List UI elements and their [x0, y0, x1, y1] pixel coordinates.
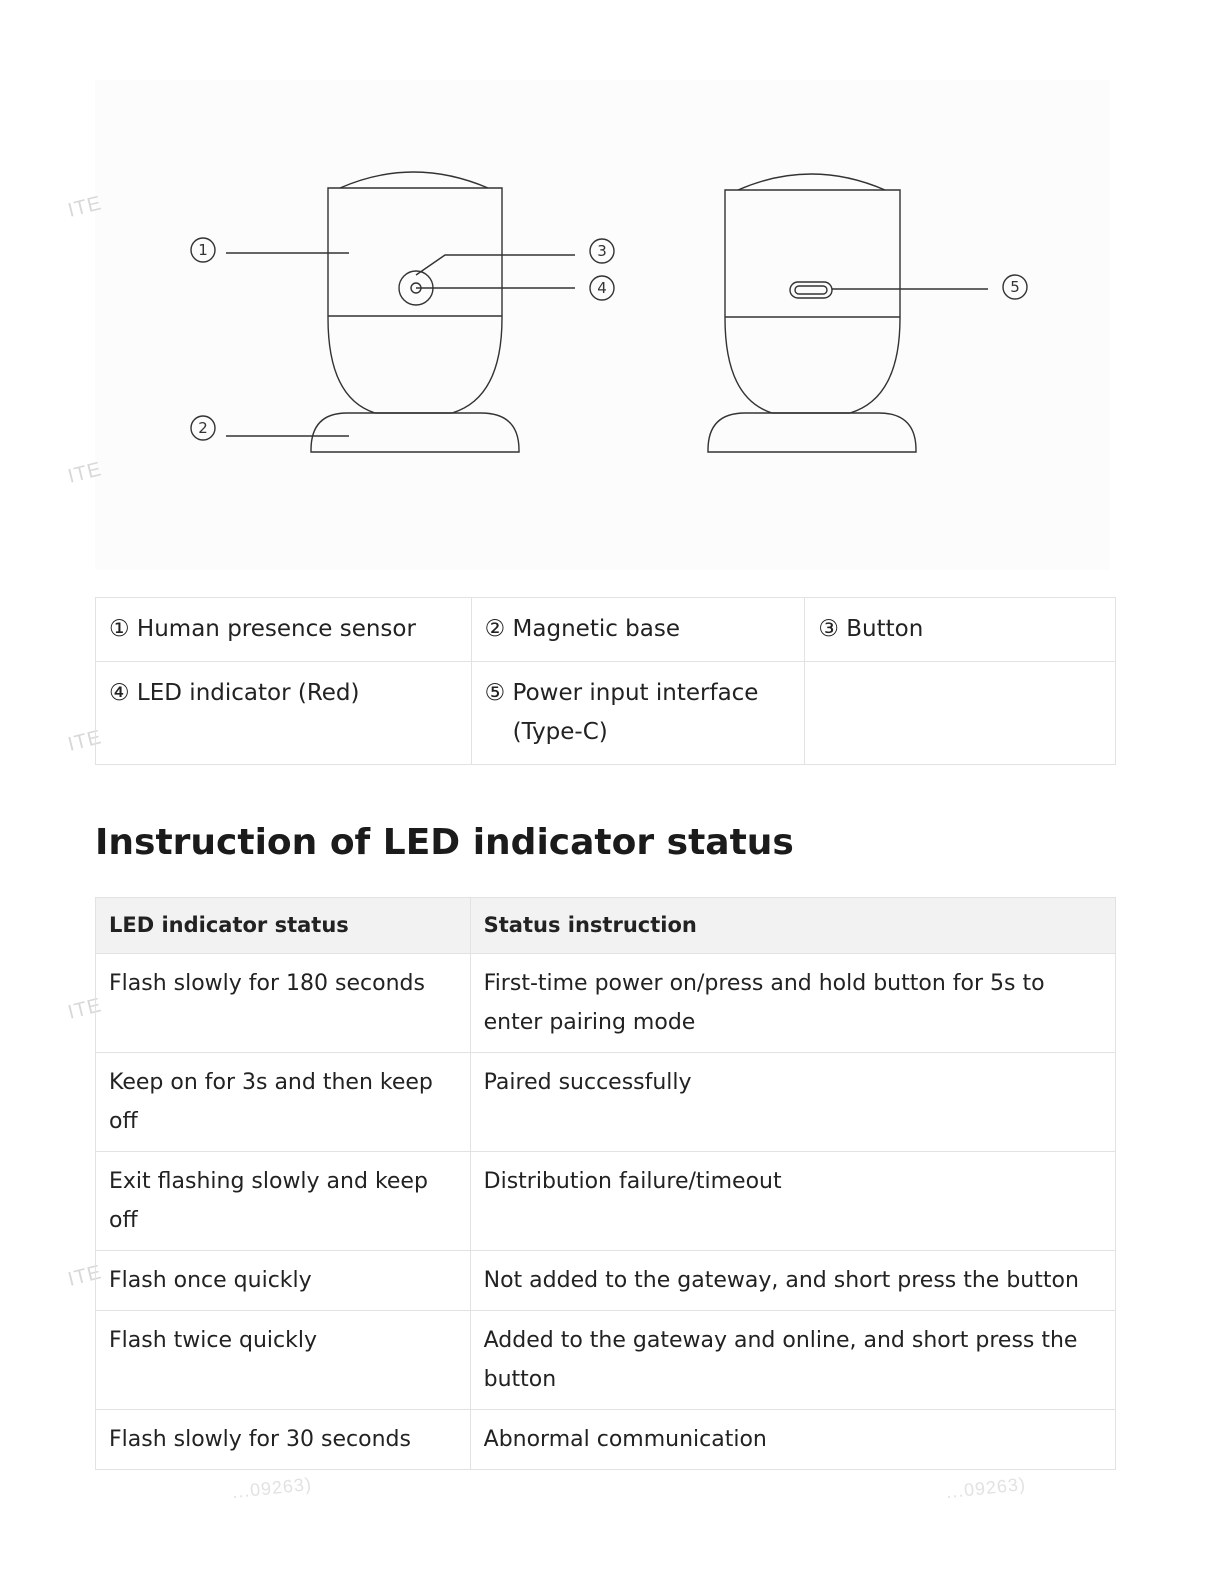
part-label: ④ LED indicator (Red) — [96, 662, 472, 765]
device-front-view — [226, 172, 575, 452]
table-row — [96, 1053, 1116, 1152]
table-row — [96, 1410, 1116, 1470]
table-row — [96, 954, 1116, 1053]
led-status: Keep on for 3s and then keep off — [96, 1053, 471, 1152]
led-status: Flash twice quickly — [96, 1311, 471, 1410]
column-header: LED indicator status — [96, 898, 471, 954]
part-label: ③ Button — [805, 598, 1116, 662]
sensor-illustration — [95, 80, 1110, 570]
section-title: Instruction of LED indicator status — [95, 822, 794, 863]
watermark: ITE — [65, 192, 105, 222]
table-row — [96, 1251, 1116, 1311]
led-status: Flash slowly for 30 seconds — [96, 1410, 471, 1470]
led-status: Flash slowly for 180 seconds — [96, 954, 471, 1053]
status-instruction: Paired successfully — [470, 1053, 1115, 1152]
part-label: ① Human presence sensor — [96, 598, 472, 662]
status-instruction: Distribution failure/timeout — [470, 1152, 1115, 1251]
part-label: ⑤ Power input interface — [484, 680, 759, 706]
callout-5: 5 — [1010, 278, 1020, 296]
status-instruction: Added to the gateway and online, and short press the button — [470, 1311, 1115, 1410]
callout-2: 2 — [198, 419, 208, 437]
led-status: Flash once quickly — [96, 1251, 471, 1311]
callout-3: 3 — [597, 242, 607, 260]
watermark: ...09263) — [945, 1473, 1027, 1503]
part-label-continued: (Type-C) — [512, 719, 608, 745]
parts-legend-table — [95, 597, 1116, 765]
column-header: Status instruction — [470, 898, 1115, 954]
led-status: Exit flashing slowly and keep off — [96, 1152, 471, 1251]
table-row — [96, 598, 1116, 662]
part-label — [805, 662, 1116, 765]
status-instruction: Not added to the gateway, and short press the button — [470, 1251, 1115, 1311]
callout-1: 1 — [198, 241, 208, 259]
usb-c-port — [790, 282, 832, 298]
watermark: ITE — [65, 458, 105, 488]
status-instruction: First-time power on/press and hold button for 5s to enter pairing mode — [470, 954, 1115, 1053]
led-status-table — [95, 897, 1116, 1470]
part-label: ② Magnetic base — [471, 598, 805, 662]
device-back-view — [708, 174, 988, 452]
watermark: ...09263) — [231, 1473, 313, 1503]
watermark: ITE — [65, 1261, 105, 1291]
table-header-row — [96, 898, 1116, 954]
status-instruction: Abnormal communication — [470, 1410, 1115, 1470]
table-row — [96, 662, 1116, 765]
part-label-cell — [471, 662, 805, 765]
table-row — [96, 1311, 1116, 1410]
watermark: ITE — [65, 994, 105, 1024]
table-row — [96, 1152, 1116, 1251]
watermark: ITE — [65, 726, 105, 756]
callout-4: 4 — [597, 279, 607, 297]
product-diagram — [95, 80, 1110, 570]
